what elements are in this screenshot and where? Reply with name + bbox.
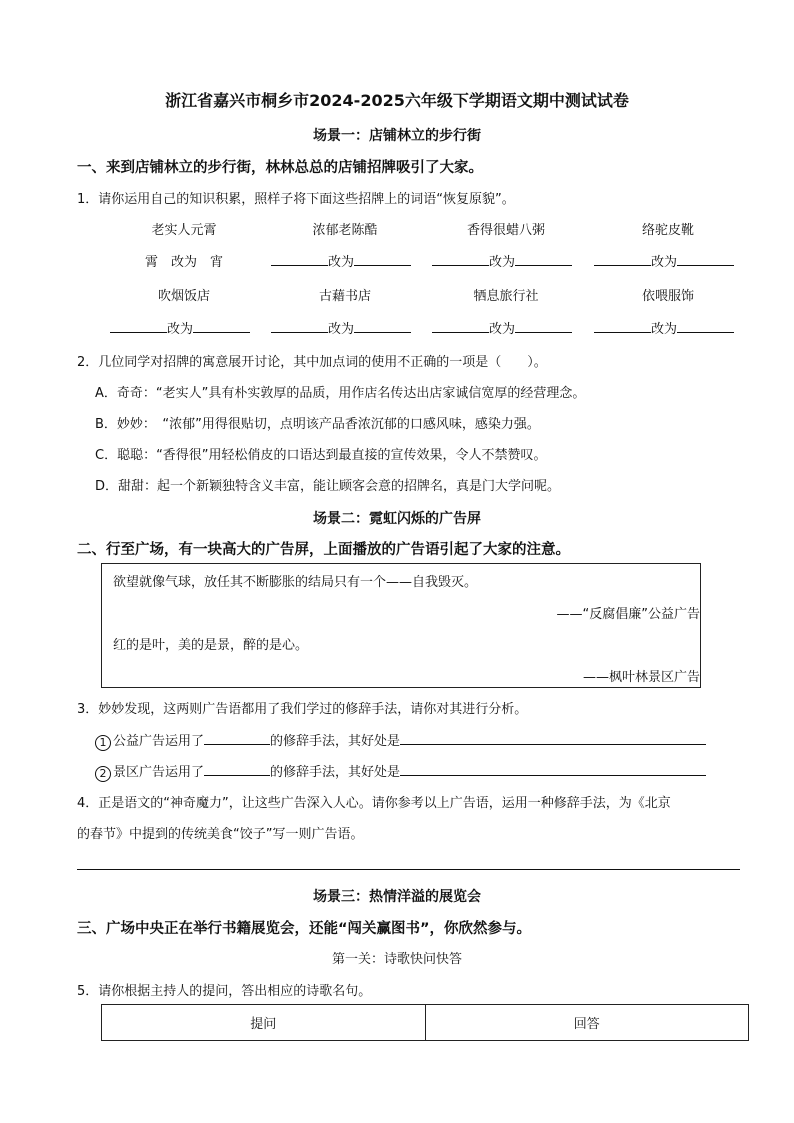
fill-blank-pair <box>110 318 250 337</box>
answer-blank[interactable] <box>354 320 411 333</box>
answer-blank[interactable] <box>515 320 572 333</box>
answer-blank[interactable] <box>432 320 489 333</box>
sign-word: 牺息旅行社 <box>473 289 539 304</box>
sign-word: 老实人元霄 <box>151 223 217 238</box>
answer-blank[interactable] <box>110 320 167 333</box>
answer-blank[interactable] <box>594 253 651 266</box>
fill-blank-pair <box>594 318 734 337</box>
sign-word: 依喂服饰 <box>641 289 694 304</box>
q3-item-mid: 的修辞手法，其好处是 <box>270 765 401 780</box>
fill-blank-pair <box>432 251 572 270</box>
q3-item-prefix: 公益广告运用了 <box>113 734 205 749</box>
answer-blank[interactable] <box>432 253 489 266</box>
q3-item-1 <box>95 730 706 751</box>
stage-1-heading: 第一关：诗歌快问快答 <box>331 952 462 967</box>
answer-table <box>101 1004 749 1041</box>
answer-blank[interactable] <box>515 253 572 266</box>
section-2-heading: 二、行至广场，有一块高大的广告屏，上面播放的广告语引起了大家的注意。 <box>77 542 570 558</box>
fill-blank-pair <box>432 318 572 337</box>
change-label: 改为 <box>328 322 355 337</box>
answer-blank[interactable] <box>354 253 411 266</box>
sign-word: 吹烟饭店 <box>157 289 210 304</box>
option-c[interactable]: C．聪聪：“香得很”用轻松俏皮的口语达到最直接的宣传效果，令人不禁赞叹。 <box>95 448 547 463</box>
question-5: 5．请你根据主持人的提问，答出相应的诗歌名句。 <box>77 984 372 999</box>
sign-word: 古藉书店 <box>318 289 371 304</box>
answer-blank[interactable] <box>204 763 270 776</box>
answer-line[interactable] <box>77 869 740 870</box>
question-1: 1．请你运用自己的知识积累，照样子将下面这些招牌上的词语“恢复原貌”。 <box>77 192 515 207</box>
section-3-heading: 三、广场中央正在举行书籍展览会，还能“闯关赢图书”，你欣然参与。 <box>77 921 532 937</box>
answer-blank[interactable] <box>400 732 706 745</box>
answer-blank[interactable] <box>677 253 734 266</box>
answer-blank[interactable] <box>271 253 328 266</box>
option-b[interactable]: B．妙妙： “浓郁”用得很贴切，点明该产品香浓沉郁的口感风味，感染力强。 <box>95 417 540 432</box>
fill-blank-pair <box>594 251 734 270</box>
table-header-row <box>102 1005 749 1041</box>
ad-source-1: ——“反腐倡廉”公益广告 <box>556 607 700 622</box>
answer-blank[interactable] <box>193 320 250 333</box>
scene-2-heading: 场景二：霓虹闪烁的广告屏 <box>313 511 481 527</box>
scene-1-heading: 场景一：店铺林立的步行街 <box>313 128 481 144</box>
question-2: 2．几位同学对招牌的寓意展开讨论，其中加点词的使用不正确的一项是（ ）。 <box>77 355 547 370</box>
circle-number: 1 <box>95 735 111 751</box>
circle-number: 2 <box>95 766 111 782</box>
fill-blank-pair <box>271 251 411 270</box>
sign-word: 香得很蜡八粥 <box>466 223 545 238</box>
answer-blank[interactable] <box>594 320 651 333</box>
change-label: 改为 <box>489 255 516 270</box>
ad-source-2: ——枫叶林景区广告 <box>582 670 700 685</box>
table-header-answer: 回答 <box>425 1005 749 1041</box>
table-header-question: 提问 <box>102 1005 426 1041</box>
scene-3-heading: 场景三：热情洋溢的展览会 <box>313 889 481 905</box>
option-a[interactable]: A．奇奇：“老实人”具有朴实敦厚的品质，用作店名传达出店家诚信宽厚的经营理念。 <box>95 386 586 401</box>
ad-box <box>101 563 701 688</box>
q3-item-prefix: 景区广告运用了 <box>113 765 205 780</box>
answer-blank[interactable] <box>204 732 270 745</box>
sign-word: 浓郁老陈酷 <box>312 223 378 238</box>
change-label: 改为 <box>489 322 516 337</box>
answer-blank[interactable] <box>400 763 706 776</box>
answer-blank[interactable] <box>271 320 328 333</box>
sign-word: 络驼皮靴 <box>641 223 694 238</box>
q3-item-mid: 的修辞手法，其好处是 <box>270 734 401 749</box>
change-label: 改为 <box>167 322 194 337</box>
change-label: 改为 <box>651 255 678 270</box>
section-1-heading: 一、来到店铺林立的步行街，林林总总的店铺招牌吸引了大家。 <box>77 160 483 176</box>
q3-item-2 <box>95 761 706 782</box>
question-4-line-2: 的春节》中提到的传统美食“饺子”写一则广告语。 <box>77 827 364 842</box>
change-label: 改为 <box>651 322 678 337</box>
question-3: 3．妙妙发现，这两则广告语都用了我们学过的修辞手法，请你对其进行分析。 <box>77 702 528 717</box>
option-d[interactable]: D．甜甜：起一个新颖独特含义丰富，能让顾客会意的招牌名，真是门大学问呢。 <box>95 479 561 494</box>
answer-blank[interactable] <box>677 320 734 333</box>
ad-text-2: 红的是叶，美的是景，醉的是心。 <box>113 638 309 653</box>
ad-text-1: 欲望就像气球，放任其不断膨胀的结局只有一个——自我毁灭。 <box>113 575 478 590</box>
question-4-line-1: 4．正是语文的“神奇魔力”，让这些广告深入人心。请你参考以上广告语，运用一种修辞手法，为《北京 <box>77 796 671 811</box>
page-title: 浙江省嘉兴市桐乡市2024-2025六年级下学期语文期中测试试卷 <box>165 91 629 110</box>
example-answer: 霄 改为 宵 <box>144 255 223 270</box>
change-label: 改为 <box>328 255 355 270</box>
fill-blank-pair <box>271 318 411 337</box>
